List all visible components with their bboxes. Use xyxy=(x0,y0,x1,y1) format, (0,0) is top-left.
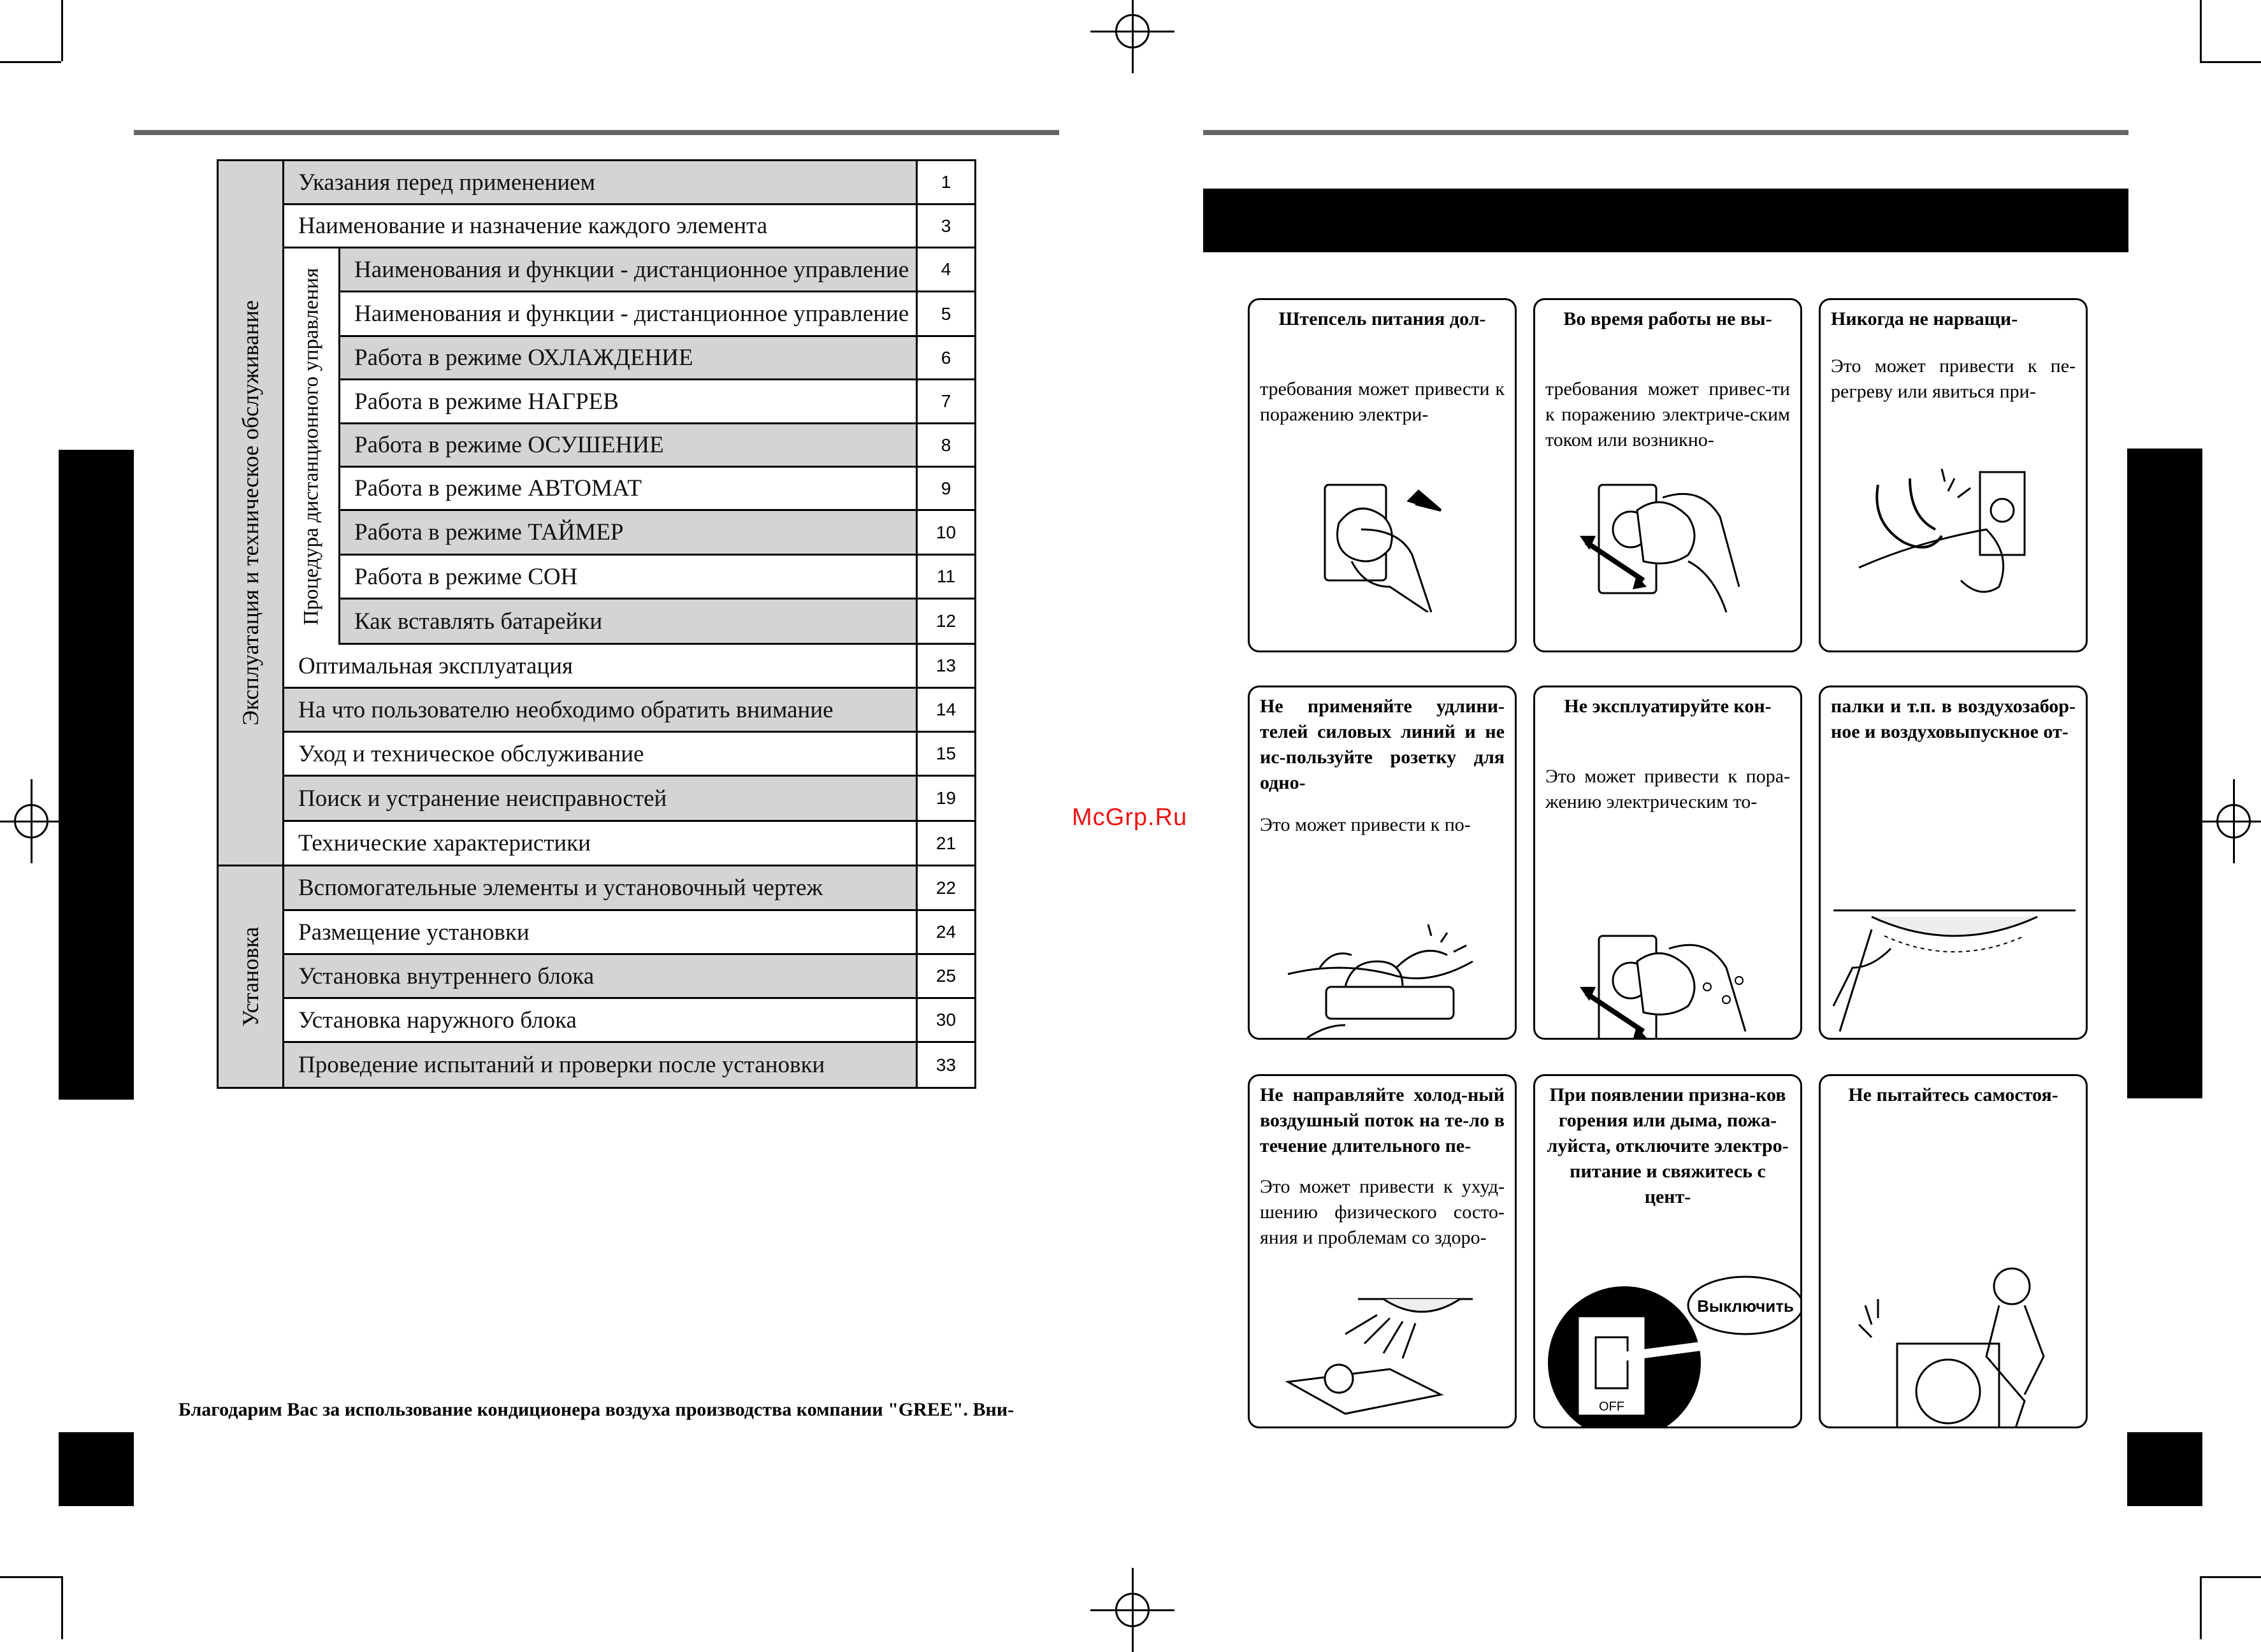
plug-in-socket-icon xyxy=(1250,434,1515,612)
warning-card-body: Это может привести к пора-жению электрическим то- xyxy=(1545,766,1790,812)
toc-row-page: 14 xyxy=(916,689,974,731)
toc-row[interactable] xyxy=(284,205,974,248)
header-rule-right xyxy=(1203,130,2128,135)
warning-card-body: требования может привес-ти к поражению электриче-ским током или возникно- xyxy=(1545,378,1790,450)
toc-row-page: 24 xyxy=(916,911,974,953)
toc-row[interactable] xyxy=(340,337,974,380)
toc-row-label: Установка наружного блока xyxy=(298,1007,577,1033)
warning-card xyxy=(1533,298,1802,652)
warning-card-title: Во время работы не вы- xyxy=(1563,308,1772,329)
toc-row[interactable] xyxy=(340,511,974,556)
toc-row-label: Наименования и функции - дистанционное управление xyxy=(354,301,909,327)
toc-row-page: 19 xyxy=(916,777,974,820)
toc-row-page: 21 xyxy=(916,822,974,865)
crop-mark xyxy=(2200,0,2202,61)
table-of-contents xyxy=(217,159,976,1089)
toc-row[interactable] xyxy=(284,645,974,689)
toc-row-label: Работа в режиме СОН xyxy=(354,563,578,590)
warning-card xyxy=(1819,298,2088,652)
switch-label: OFF xyxy=(1599,1400,1624,1414)
registration-mark xyxy=(1115,1593,1150,1627)
toc-row-page: 25 xyxy=(916,955,974,997)
toc-row[interactable] xyxy=(284,777,974,822)
repairman-icon xyxy=(1821,1261,2086,1428)
warning-card-title: Никогда не нарващи- xyxy=(1831,308,2018,329)
toc-row[interactable] xyxy=(284,161,974,205)
toc-row[interactable] xyxy=(340,380,974,424)
crop-mark xyxy=(61,1576,63,1639)
toc-row-label: Работа в режиме НАГРЕВ xyxy=(354,388,619,415)
crop-mark xyxy=(2200,1576,2261,1578)
warning-card-title: Штепсель питания дол- xyxy=(1278,308,1486,329)
warning-card-body: требования может привести к поражению электри- xyxy=(1260,378,1505,425)
toc-row-page: 22 xyxy=(916,866,974,909)
toc-row-label: Работа в режиме ТАЙМЕР xyxy=(354,519,624,545)
toc-row-label: Наименования и функции - дистанционное управление xyxy=(354,256,909,283)
warning-card-body: Это может привести к пе-регреву или явиться при- xyxy=(1831,356,2076,402)
toc-group-installation xyxy=(219,866,284,1087)
crop-mark xyxy=(0,1576,61,1578)
header-rule-left xyxy=(134,130,1059,135)
toc-subgroup-label: Процедура дистанционного управления xyxy=(300,268,322,626)
toc-row[interactable] xyxy=(284,822,974,866)
toc-row[interactable] xyxy=(284,911,974,955)
warning-card xyxy=(1248,298,1517,652)
toc-row[interactable] xyxy=(340,248,974,292)
toc-row-label: Оптимальная эксплуатация xyxy=(298,652,573,679)
stick-in-vent-icon xyxy=(1821,872,2086,1040)
cut-cable-icon xyxy=(1821,440,2086,619)
toc-row-label: Размещение установки xyxy=(298,919,530,945)
toc-row-page: 10 xyxy=(916,511,974,554)
toc-group-operation xyxy=(219,161,284,866)
warning-card-title: палки и т.п. в воздухозабор-ное и воздуховыпускное от- xyxy=(1831,696,2076,742)
registration-mark xyxy=(1115,14,1150,48)
toc-row[interactable] xyxy=(340,468,974,511)
warning-card xyxy=(1533,686,1802,1040)
extension-cord-icon xyxy=(1250,891,1515,1040)
toc-row-page: 1 xyxy=(916,161,974,203)
toc-row-page: 33 xyxy=(916,1043,974,1087)
warning-card xyxy=(1533,1074,1802,1428)
toc-row[interactable] xyxy=(284,1043,974,1087)
toc-row[interactable] xyxy=(340,556,974,600)
toc-subgroup-remote xyxy=(284,248,340,645)
toc-row-label: Поиск и устранение неисправностей xyxy=(298,785,667,812)
toc-group-label: Эксплуатация и техническое обслуживание xyxy=(238,300,263,726)
toc-row[interactable] xyxy=(340,424,974,468)
warning-card-title: Не эксплуатируйте кон- xyxy=(1564,696,1772,717)
warning-card-body: Это может привести к ухуд-шению физического состо-яния и проблемам со здоро- xyxy=(1260,1176,1505,1248)
toc-row-page: 7 xyxy=(916,380,974,422)
toc-row-label: Уход и техническое обслуживание xyxy=(298,740,644,767)
toc-row-page: 12 xyxy=(916,600,974,643)
toc-row[interactable] xyxy=(284,999,974,1043)
toc-row-page: 5 xyxy=(916,292,974,335)
toc-row-page: 11 xyxy=(916,556,974,598)
warning-card-title: При появлении призна-ков горения или дыма, пожа-луйста, отключите электро-питание и свяжитесь с цент- xyxy=(1547,1084,1789,1207)
toc-group-label: Установка xyxy=(238,926,263,1027)
toc-row-label: Вспомогательные элементы и установочный чертеж xyxy=(298,875,823,901)
crop-mark xyxy=(2200,61,2261,63)
toc-row-page: 8 xyxy=(916,424,974,466)
toc-row-label: Работа в режиме ОСУШЕНИЕ xyxy=(354,432,664,458)
edge-tab xyxy=(59,1432,134,1506)
toc-row[interactable] xyxy=(284,955,974,999)
crop-mark xyxy=(61,0,63,61)
toc-row[interactable] xyxy=(284,733,974,777)
toc-row-label: Работа в режиме ОХЛАЖДЕНИЕ xyxy=(354,345,693,371)
toc-row-page: 15 xyxy=(916,733,974,775)
toc-row[interactable] xyxy=(340,292,974,337)
warning-card-body: Это может привести к по- xyxy=(1260,814,1471,835)
warning-card xyxy=(1819,686,2088,1040)
warning-card-title: Не направляйте холод-ный воздушный поток на те-ло в течение длительного пе- xyxy=(1260,1084,1505,1156)
edge-tab xyxy=(2127,449,2202,1098)
toc-row-page: 4 xyxy=(916,248,974,291)
toc-row[interactable] xyxy=(340,600,974,645)
toc-row-page: 3 xyxy=(916,205,974,247)
toc-row-label: Установка внутреннего блока xyxy=(298,963,595,989)
toc-row-label: На что пользователю необходимо обратить внимание xyxy=(298,696,834,723)
registration-mark xyxy=(14,804,48,838)
edge-tab xyxy=(59,450,134,1100)
toc-row-label: Работа в режиме АВТОМАТ xyxy=(354,475,642,501)
toc-row-page: 9 xyxy=(916,468,974,509)
switch-off-icon xyxy=(1535,1261,1800,1428)
edge-tab xyxy=(2127,1432,2202,1506)
warning-card-title: Не применяйте удлини-телей силовых линий и не ис-пользуйте розетку для одно- xyxy=(1260,696,1505,793)
crop-mark xyxy=(2200,1576,2202,1639)
bubble-text: Выключить xyxy=(1697,1296,1794,1316)
warning-card xyxy=(1248,686,1517,1040)
toc-row-page: 30 xyxy=(916,999,974,1041)
toc-row-label: Проведение испытаний и проверки после установки xyxy=(298,1052,825,1078)
crop-mark xyxy=(0,61,61,63)
watermark: McGrp.Ru xyxy=(1072,804,1188,831)
toc-row-label: Технические характеристики xyxy=(298,830,591,856)
toc-row-label: Указания перед применением xyxy=(298,169,596,196)
cold-air-sleeper-icon xyxy=(1250,1261,1515,1428)
registration-mark xyxy=(2216,804,2251,838)
toc-row[interactable] xyxy=(284,689,974,733)
toc-row-page: 13 xyxy=(916,645,974,687)
warning-card xyxy=(1819,1074,2088,1428)
footer-text: Благодарим Вас за использование кондиционера воздуха производства компании "GREE". Вни- xyxy=(178,1399,1015,1420)
pull-plug-icon xyxy=(1535,440,1800,619)
toc-row-label: Наименование и назначение каждого элемента xyxy=(298,213,768,239)
toc-row[interactable] xyxy=(284,866,974,911)
wet-hand-plug-icon xyxy=(1535,891,1800,1040)
warning-card-title: Не пытайтесь самостоя- xyxy=(1848,1084,2058,1105)
warning-card xyxy=(1248,1074,1517,1428)
section-banner xyxy=(1203,189,2128,252)
toc-row-page: 6 xyxy=(916,337,974,378)
toc-row-label: Как вставлять батарейки xyxy=(354,608,603,635)
